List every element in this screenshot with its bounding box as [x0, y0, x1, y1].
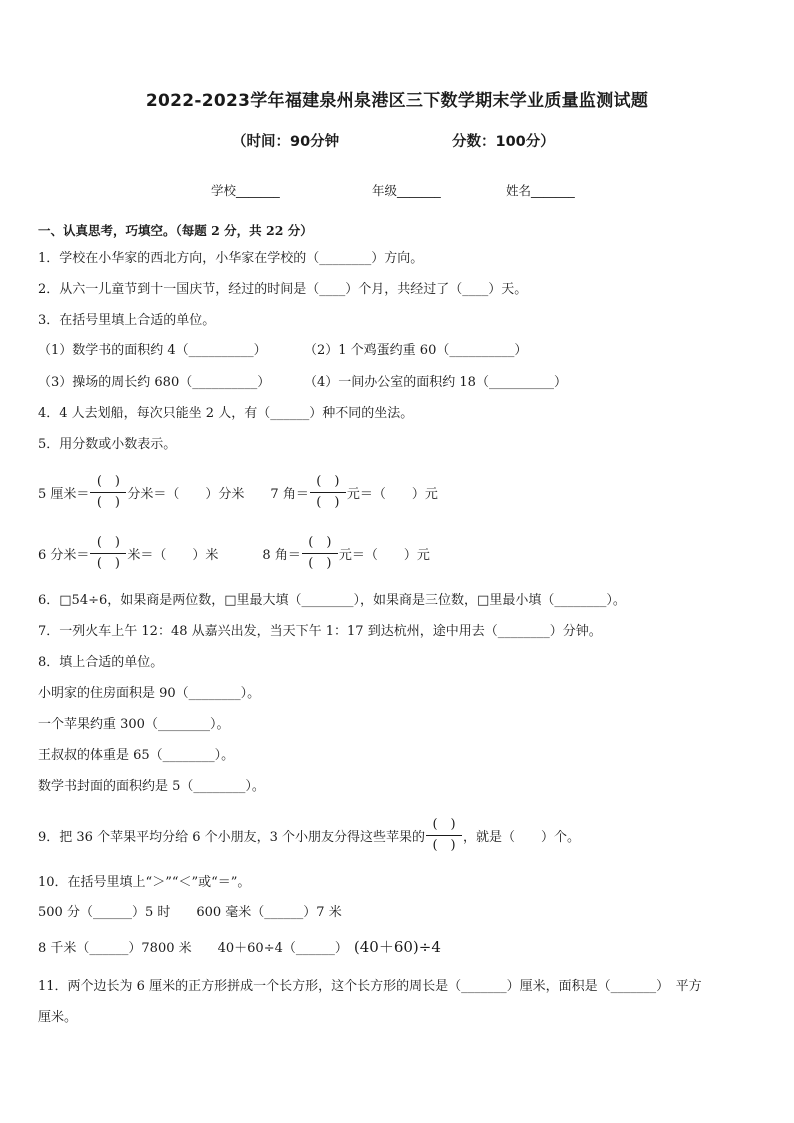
- q5-row2-b-prefix: 8 角＝: [262, 547, 301, 563]
- question-5: 5．用分数或小数表示。: [38, 437, 177, 452]
- q10-expression: (40＋60)÷4: [353, 938, 441, 956]
- fraction-denominator: ( ): [316, 494, 340, 510]
- q5-row1-b-prefix: 7 角＝: [270, 486, 309, 502]
- q9-suffix: ，就是（ ）个。: [463, 829, 581, 845]
- question-7: 7．一列火车上午 12：48 从嘉兴出发，当天下午 1：17 到达杭州，途中用去（________）分钟。: [38, 624, 602, 639]
- question-5-row-2: [38, 526, 430, 580]
- question-8-part-3: 王叔叔的体重是 65（________）。: [38, 748, 235, 763]
- fraction-denominator: ( ): [308, 555, 332, 571]
- fraction-blank: [302, 535, 338, 572]
- q5-row1-b-suffix: 元＝（ ）元: [346, 486, 438, 502]
- fraction-bar: [90, 553, 126, 554]
- question-1: 1．学校在小华家的西北方向，小华家在学校的（________）方向。: [38, 251, 424, 266]
- exam-score: 分数：100分）: [452, 134, 555, 150]
- q5-row1-a-prefix: 5 厘米＝: [38, 486, 90, 502]
- fraction-bar: [310, 492, 346, 493]
- question-10: 10．在括号里填上“＞”“＜”或“＝”。: [38, 875, 251, 890]
- q9-prefix: 9．把 36 个苹果平均分给 6 个小朋友，3 个小朋友分得这些苹果的: [38, 829, 426, 845]
- question-3-part-1: （1）数学书的面积约 4（__________）: [38, 343, 267, 358]
- fraction-numerator: ( ): [432, 816, 456, 832]
- question-3-part-4: （4）一间办公室的面积约 18（__________）: [304, 375, 567, 390]
- fraction-blank: [90, 535, 126, 572]
- question-3-part-3: （3）操场的周长约 680（__________）: [38, 375, 271, 390]
- school-field: 学校_______: [211, 183, 280, 198]
- q5-row1-a-suffix: 分米＝（ ）分米: [127, 486, 245, 502]
- fraction-blank: [90, 474, 126, 511]
- q5-row2-a-prefix: 6 分米＝: [38, 547, 90, 563]
- question-6: 6．□54÷6，如果商是两位数，□里最大填（________），如果商是三位数，□里最小填（________）。: [38, 593, 626, 608]
- fraction-denominator: ( ): [432, 837, 456, 853]
- grade-field: 年级_______: [372, 183, 441, 198]
- fraction-bar: [426, 835, 462, 836]
- question-8-part-1: 小明家的住房面积是 90（________）。: [38, 686, 261, 701]
- fraction-denominator: ( ): [96, 494, 120, 510]
- question-3: 3．在括号里填上合适的单位。: [38, 313, 216, 328]
- fraction-bar: [90, 492, 126, 493]
- question-8-part-2: 一个苹果约重 300（________）。: [38, 717, 230, 732]
- question-10-row-2: [38, 938, 441, 958]
- exam-time: （时间：90分钟: [232, 134, 340, 150]
- question-3-part-2: （2）1 个鸡蛋约重 60（__________）: [304, 343, 528, 358]
- question-9: [38, 808, 580, 862]
- question-8-part-4: 数学书封面的面积约是 5（________）。: [38, 779, 265, 794]
- fraction-numerator: ( ): [316, 473, 340, 489]
- fraction-bar: [302, 553, 338, 554]
- fraction-numerator: ( ): [308, 534, 332, 550]
- fraction-numerator: ( ): [96, 473, 120, 489]
- question-2: 2．从六一儿童节到十一国庆节，经过的时间是（____）个月，共经过了（____）天。: [38, 282, 528, 297]
- fraction-denominator: ( ): [96, 555, 120, 571]
- q5-row2-b-suffix: 元＝（ ）元: [338, 547, 430, 563]
- question-8: 8．填上合适的单位。: [38, 655, 164, 670]
- section-heading: 一、认真思考，巧填空。（每题 2 分，共 22 分）: [38, 223, 313, 238]
- fraction-blank: [426, 817, 462, 854]
- fraction-blank: [310, 474, 346, 511]
- page-title: 2022-2023学年福建泉州泉港区三下数学期末学业质量监测试题: [145, 91, 649, 111]
- fraction-numerator: ( ): [96, 534, 120, 550]
- question-11: 11．两个边长为 6 厘米的正方形拼成一个长方形，这个长方形的周长是（_______）厘米，面积是（_______） 平方: [38, 979, 702, 994]
- question-5-row-1: [38, 465, 438, 519]
- name-field: 姓名_______: [506, 183, 575, 198]
- q5-row2-a-suffix: 米＝（ ）米: [127, 547, 219, 563]
- q10-row2-text: 8 千米（______）7800 米 40＋60÷4（______）: [38, 941, 348, 956]
- question-10-row-1: 500 分（______）5 时 600 毫米（______）7 米: [38, 905, 342, 920]
- question-11-continued: 厘米。: [38, 1010, 78, 1025]
- question-4: 4．4 人去划船，每次只能坐 2 人，有（______）种不同的坐法。: [38, 406, 414, 421]
